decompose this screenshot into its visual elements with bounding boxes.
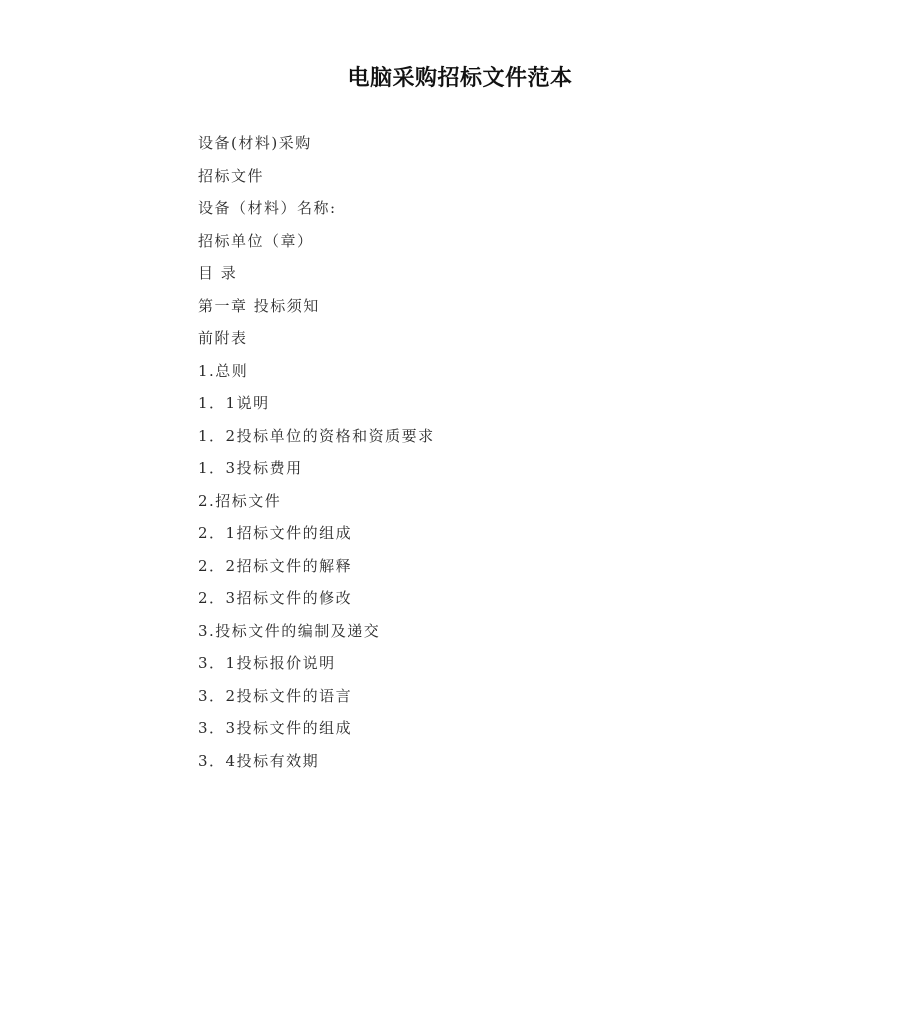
document-line: 3．3投标文件的组成 (198, 719, 353, 737)
document-title: 电脑采购招标文件范本 (347, 66, 573, 91)
document-line: 招标文件 (198, 166, 265, 185)
document-line: 1．1说明 (198, 394, 270, 412)
document-line: 2．3招标文件的修改 (198, 589, 353, 607)
document-line: 招标单位（章） (198, 231, 314, 250)
document-line: 设备（材料）名称: (198, 199, 337, 217)
document-line: 前附表 (198, 329, 248, 347)
document-line: 2.招标文件 (198, 491, 282, 510)
document-contents (198, 128, 435, 778)
document-line: 1．2投标单位的资格和资质要求 (198, 426, 435, 445)
document-line: 3．4投标有效期 (198, 751, 320, 770)
document-line: 设备(材料)采购 (198, 134, 312, 152)
document-line: 3．2投标文件的语言 (198, 686, 353, 705)
document-line: 3．1投标报价说明 (198, 654, 336, 672)
document-line: 3.投标文件的编制及递交 (198, 621, 381, 640)
document-line: 目 录 (198, 264, 238, 282)
document-line: 1.总则 (198, 361, 249, 380)
document-line: 1．3投标费用 (198, 459, 303, 477)
document-line: 2．2招标文件的解释 (198, 556, 353, 575)
document-line: 第一章 投标须知 (198, 296, 320, 315)
document-line: 2．1招标文件的组成 (198, 524, 353, 542)
